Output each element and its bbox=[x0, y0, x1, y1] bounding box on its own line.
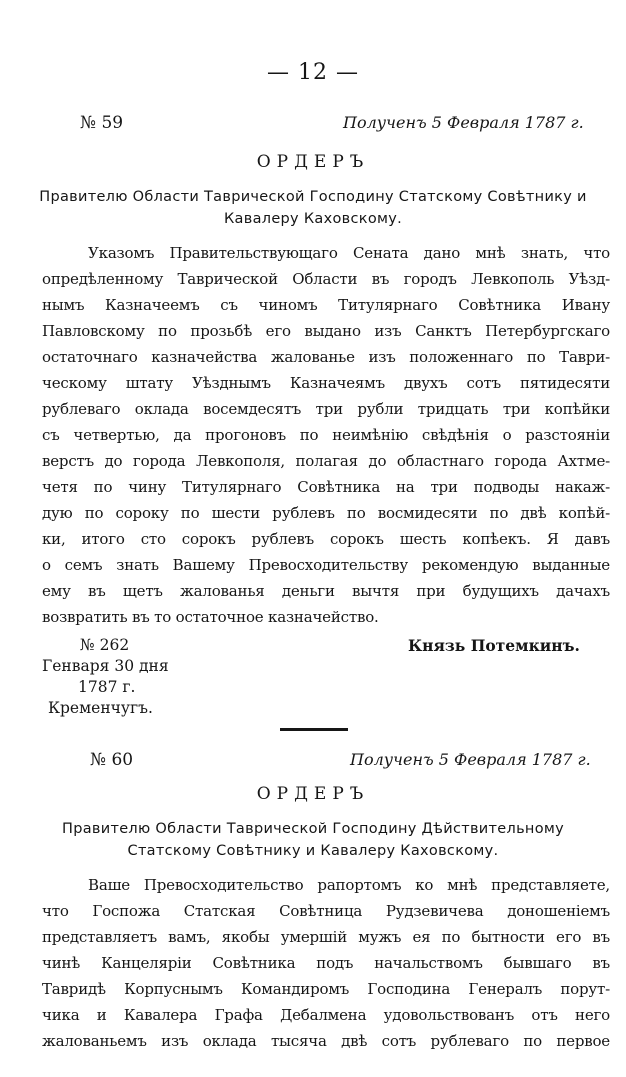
order-1-body-line: Указомъ Правительствующаго Сената дано мнѣ знать, что bbox=[88, 244, 610, 262]
order-1-signature: Князь Потемкинъ. bbox=[408, 636, 580, 655]
order-1-body-line: о семъ знать Вашему Превосходительству рекомендую выданные bbox=[42, 556, 610, 574]
order-1-meta-number: № 262 bbox=[80, 636, 130, 654]
order-1-body-line: четя по чину Титулярнаго Совѣтника на три подводы накаж- bbox=[42, 478, 610, 496]
order-1-body-line: ческому штату Уѣзднымъ Казначеямъ двухъ сотъ пятидесяти bbox=[42, 374, 610, 392]
order-2-received: Полученъ 5 Февраля 1787 г. bbox=[350, 750, 591, 769]
order-1-body-line: Павловскому по прозьбѣ его выдано изъ Санктъ Петербургскаго bbox=[42, 322, 610, 340]
order-1-number: № 59 bbox=[80, 113, 124, 133]
order-1-body-line: остаточнаго казначейства жалованье изъ положеннаго по Таври- bbox=[42, 348, 610, 366]
order-2-body-line: чинѣ Канцеляріи Совѣтника подъ начальствомъ бывшаго въ bbox=[42, 954, 610, 972]
order-2-body-line: Тавридѣ Корпуснымъ Командиромъ Господина Генералъ порут- bbox=[42, 980, 610, 998]
order-1-meta-year: 1787 г. bbox=[78, 678, 136, 696]
order-2-body-line: Ваше Превосходительство рапортомъ ко мнѣ представляете, bbox=[88, 876, 610, 894]
order-1-body-line: опредѣленному Таврической Области въ городъ Левкополь Уѣзд- bbox=[42, 270, 610, 288]
order-2-body-line: чика и Кавалера Графа Дебалмена удовольствованъ отъ него bbox=[42, 1006, 610, 1024]
order-1-body-line: нымъ Казначеемъ съ чиномъ Титулярнаго Совѣтника Ивану bbox=[42, 296, 610, 314]
order-2-body-line: представляетъ вамъ, якобы умершій мужъ ея по бытности его въ bbox=[42, 928, 610, 946]
order-1-body-line: дую по сороку по шести рублевъ по восмидесяти по двѣ копѣй- bbox=[42, 504, 610, 522]
order-2-number: № 60 bbox=[90, 750, 134, 770]
order-1-body-line: возвратить въ то остаточное казначейство. bbox=[42, 608, 379, 626]
order-1-body-line: рублеваго оклада восемдесятъ три рубли тридцать три копѣйки bbox=[42, 400, 610, 418]
order-1-body-line: ему въ щетъ жалованья деньги вычтя при будущихъ дачахъ bbox=[42, 582, 610, 600]
order-2-addressee: Правителю Области Таврической Господину Дѣйствительному Статскому Совѣтнику и Кавалеру Каховскому. bbox=[61, 821, 564, 859]
page-number: — 12 — bbox=[267, 60, 359, 85]
order-1-received: Полученъ 5 Февраля 1787 г. bbox=[343, 113, 584, 132]
order-1-meta-place: Кременчугъ. bbox=[48, 699, 153, 717]
order-1-meta-date: Генваря 30 дня bbox=[42, 657, 169, 675]
order-1-body-line: ки, итого сто сорокъ рублевъ сорокъ шесть копѣекъ. Я давъ bbox=[42, 530, 610, 548]
order-2-title: ОРДЕРЪ bbox=[256, 784, 370, 804]
section-divider bbox=[280, 728, 348, 731]
order-2-body-line: жалованьемъ изъ оклада тысяча двѣ сотъ рублеваго по первое bbox=[42, 1032, 610, 1050]
order-1-addressee: Правителю Области Таврической Господину Статскому Совѣтнику и Кавалеру Каховскому. bbox=[39, 189, 587, 227]
order-2-body-line: что Госпожа Статская Совѣтница Рудзевичева доношеніемъ bbox=[42, 902, 610, 920]
order-1-body-line: верстъ до города Левкополя, полагая до областнаго города Ахтме- bbox=[42, 452, 610, 470]
order-1-title: ОРДЕРЪ bbox=[256, 152, 370, 172]
order-1-body-line: съ четвертью, да прогоновъ по неимѣнію свѣдѣнія о разстояніи bbox=[42, 426, 610, 444]
